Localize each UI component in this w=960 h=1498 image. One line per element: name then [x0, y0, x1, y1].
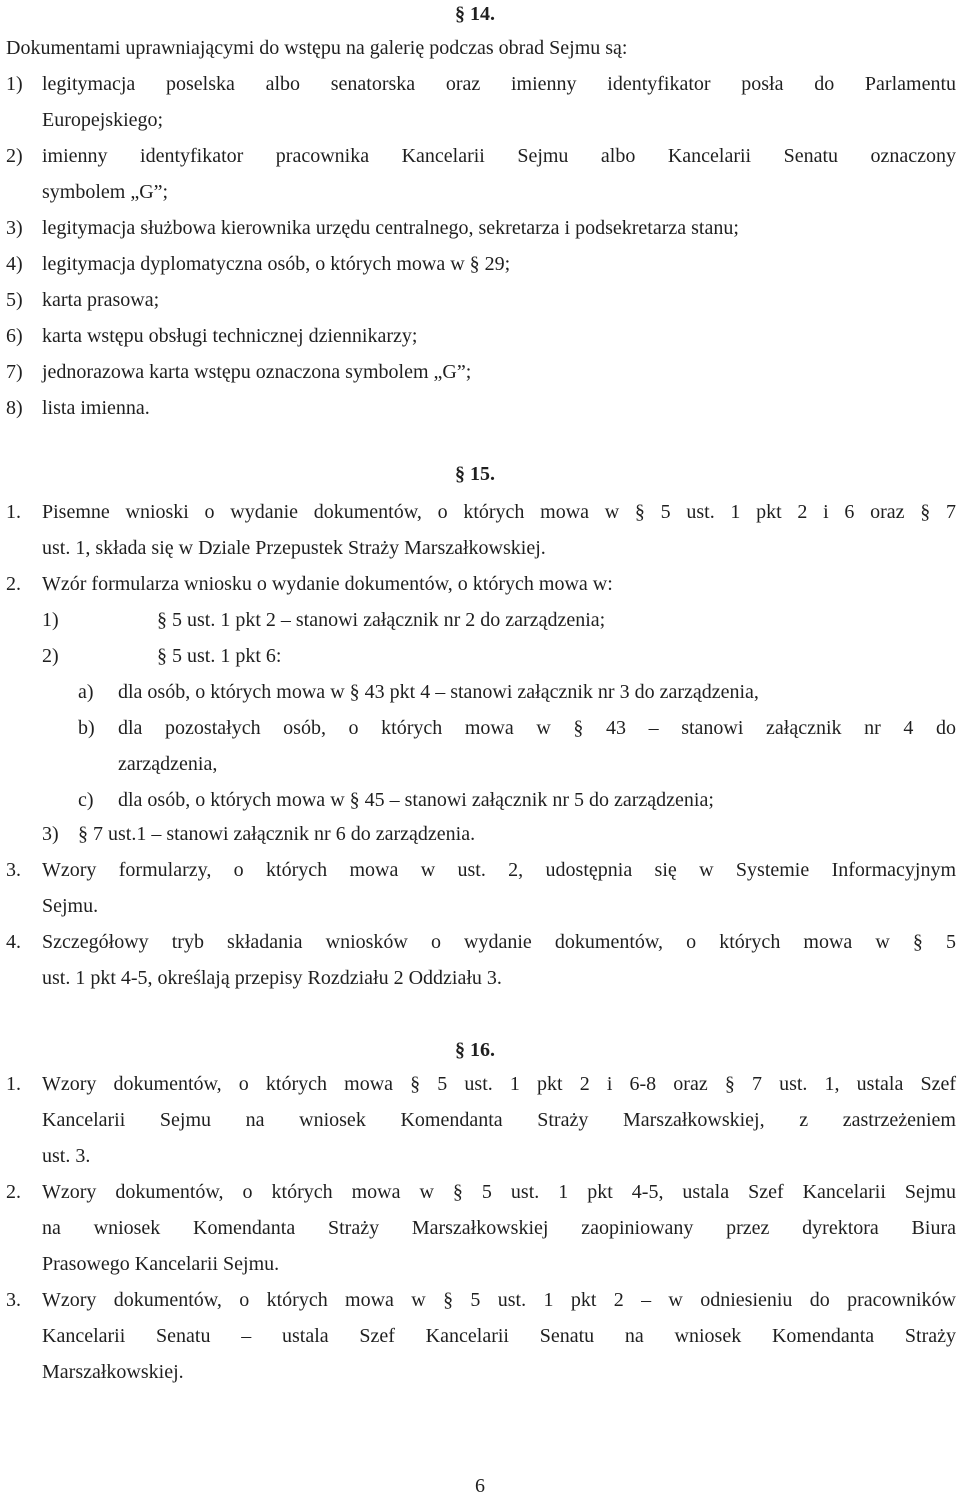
- paragraph-number: 1.: [6, 1073, 21, 1095]
- list-item-text: imienny identyfikator pracownika Kancelarii Sejmu albo Kancelarii Senatu oznaczony: [42, 145, 956, 167]
- sub-item-letter: a): [78, 681, 94, 703]
- list-item-text: symbolem „G”;: [42, 181, 169, 203]
- list-item-text: legitymacja służbowa kierownika urzędu centralnego, sekretarza i podsekretarza stanu;: [42, 217, 739, 239]
- list-item-text: Europejskiego;: [42, 109, 164, 131]
- list-item-number: 2): [42, 645, 59, 667]
- paragraph-text: Marszałkowskiej.: [42, 1361, 184, 1383]
- paragraph-text: ust. 1, składa się w Dziale Przepustek Straży Marszałkowskiej.: [42, 537, 546, 559]
- section-14-intro: Dokumentami uprawniającymi do wstępu na galerię podczas obrad Sejmu są:: [6, 37, 628, 59]
- section-16-heading: § 16.: [455, 1039, 495, 1061]
- paragraph-text: Kancelarii Senatu – ustala Szef Kancelarii Senatu na wniosek Komendanta Straży: [42, 1325, 956, 1347]
- paragraph-text: Prasowego Kancelarii Sejmu.: [42, 1253, 280, 1275]
- paragraph-number: 3.: [6, 1289, 21, 1311]
- list-item-number: 1): [6, 73, 23, 95]
- list-item-number: 3): [6, 217, 23, 239]
- paragraph-number: 1.: [6, 501, 21, 523]
- section-14-heading: § 14.: [455, 3, 495, 25]
- paragraph-number: 3.: [6, 859, 21, 881]
- list-item-text: § 7 ust.1 – stanowi załącznik nr 6 do zarządzenia.: [78, 823, 476, 845]
- paragraph-text: Wzory dokumentów, o których mowa w § 5 ust. 1 pkt 2 – w odniesieniu do pracowników: [42, 1289, 956, 1311]
- sub-item-text: dla osób, o których mowa w § 43 pkt 4 – stanowi załącznik nr 3 do zarządzenia,: [118, 681, 759, 703]
- paragraph-text: Kancelarii Sejmu na wniosek Komendanta Straży Marszałkowskiej, z zastrzeżeniem: [42, 1109, 956, 1131]
- list-item-number: 2): [6, 145, 23, 167]
- page-number: 6: [475, 1475, 485, 1497]
- list-item-text: karta prasowa;: [42, 289, 160, 311]
- list-item-text: legitymacja dyplomatyczna osób, o których mowa w § 29;: [42, 253, 511, 275]
- list-item-number: 8): [6, 397, 23, 419]
- paragraph-text: Wzór formularza wniosku o wydanie dokumentów, o których mowa w:: [42, 573, 613, 595]
- section-15-heading: § 15.: [455, 463, 495, 485]
- paragraph-text: Szczegółowy tryb składania wniosków o wydanie dokumentów, o których mowa w § 5: [42, 931, 956, 953]
- paragraph-number: 2.: [6, 1181, 21, 1203]
- list-item-number: 6): [6, 325, 23, 347]
- sub-item-text: dla pozostałych osób, o których mowa w § 43 – stanowi załącznik nr 4 do: [118, 717, 956, 739]
- list-item-text: karta wstępu obsługi technicznej dziennikarzy;: [42, 325, 418, 347]
- list-item-text: jednorazowa karta wstępu oznaczona symbolem „G”;: [42, 361, 472, 383]
- list-item-number: 7): [6, 361, 23, 383]
- list-item-number: 4): [6, 253, 23, 275]
- paragraph-text: Sejmu.: [42, 895, 99, 917]
- list-item-text: § 5 ust. 1 pkt 2 – stanowi załącznik nr 2 do zarządzenia;: [157, 609, 606, 631]
- list-item-number: 3): [42, 823, 59, 845]
- sub-item-text: dla osób, o których mowa w § 45 – stanowi załącznik nr 5 do zarządzenia;: [118, 789, 714, 811]
- paragraph-text: Pisemne wnioski o wydanie dokumentów, o których mowa w § 5 ust. 1 pkt 2 i 6 oraz § 7: [42, 501, 956, 523]
- paragraph-text: ust. 3.: [42, 1145, 91, 1167]
- paragraph-number: 2.: [6, 573, 21, 595]
- paragraph-text: Wzory formularzy, o których mowa w ust. 2, udostępnia się w Systemie Informacyjnym: [42, 859, 956, 881]
- sub-item-letter: c): [78, 789, 94, 811]
- list-item-number: 5): [6, 289, 23, 311]
- paragraph-text: na wniosek Komendanta Straży Marszałkowskiej zaopiniowany przez dyrektora Biura: [42, 1217, 956, 1239]
- sub-item-text: zarządzenia,: [118, 753, 218, 775]
- list-item-text: legitymacja poselska albo senatorska oraz imienny identyfikator posła do Parlamentu: [42, 73, 956, 95]
- sub-item-letter: b): [78, 717, 95, 739]
- list-item-number: 1): [42, 609, 59, 631]
- paragraph-text: Wzory dokumentów, o których mowa § 5 ust. 1 pkt 2 i 6-8 oraz § 7 ust. 1, ustala Szef: [42, 1073, 956, 1095]
- paragraph-text: ust. 1 pkt 4-5, określają przepisy Rozdziału 2 Oddziału 3.: [42, 967, 502, 989]
- list-item-text: lista imienna.: [42, 397, 150, 419]
- paragraph-number: 4.: [6, 931, 21, 953]
- list-item-text: § 5 ust. 1 pkt 6:: [157, 645, 282, 667]
- paragraph-text: Wzory dokumentów, o których mowa w § 5 ust. 1 pkt 4-5, ustala Szef Kancelarii Sejmu: [42, 1181, 956, 1203]
